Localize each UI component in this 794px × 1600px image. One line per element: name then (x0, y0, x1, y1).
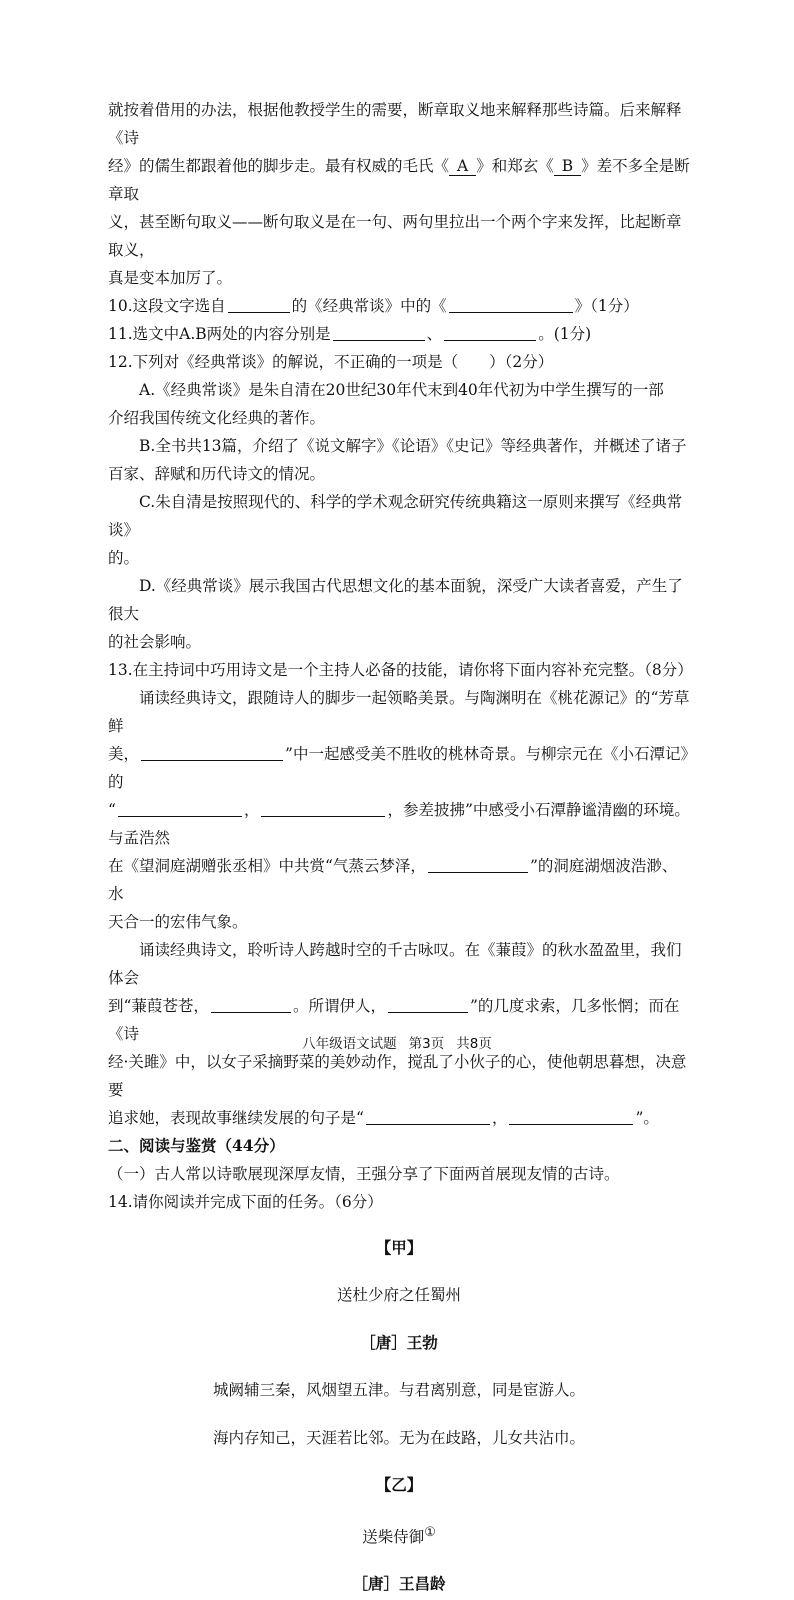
option-b: B.全书共13篇，介绍了《说文解字》《论语》《史记》等经典著作，并概述了诸子 (139, 437, 687, 455)
question-11: 11.选文中A.B两处的内容分别是 、 。(1分) (108, 325, 592, 343)
poem-b-author: ［唐］王昌龄 (352, 1575, 446, 1594)
intro-line-2: 经》的儒生都跟着他的脚步走。最有权威的毛氏《 A 》和郑玄《 B 》差不多全是断章取 (108, 157, 690, 203)
answer-blank[interactable] (261, 801, 385, 818)
question-13-stem: 13.在主持词中巧用诗文是一个主持人必备的技能，请你将下面内容补充完整。（8分） (108, 661, 693, 679)
question-12-stem: 12.下列对《经典常谈》的解说，不正确的一项是（ ）（2分） (108, 353, 554, 371)
part-heading: （一）古人常以诗歌展现深厚友情，王强分享了下面两首展现友情的古诗。 (108, 1165, 620, 1183)
answer-blank[interactable] (509, 1109, 633, 1126)
option-c: C.朱自清是按照现代的、科学的学术观念研究传统典籍这一原则来撰写《经典常谈》 (108, 493, 683, 539)
exam-title: 八年级语文试题 (302, 1036, 397, 1052)
answer-blank[interactable] (449, 297, 573, 314)
q13-para1-line5: 天合一的宏伟气象。 (108, 913, 248, 931)
question-10: 10.这段文字选自 的《经典常谈》中的《 》（1分） (108, 297, 639, 315)
q13-para1-line4: 在《望洞庭湖赠张丞相》中共赏“气蒸云梦泽， ”的洞庭湖烟波浩渺、水 (108, 857, 678, 903)
question-14: 14.请你阅读并完成下面的任务。（6分） (108, 1193, 383, 1211)
q13-para1-line3: “ ， ，参差披拂”中感受小石潭静谧清幽的环境。与孟浩然 (108, 801, 690, 847)
answer-blank[interactable] (388, 997, 468, 1014)
q13-para1-line1: 诵读经典诗文，跟随诗人的脚步一起领略美景。与陶渊明在《桃花源记》的“芳草鲜 (108, 689, 690, 735)
page-number: 第3页 (408, 1036, 445, 1052)
answer-blank[interactable] (333, 325, 425, 342)
answer-blank[interactable] (428, 857, 528, 874)
intro-line-3: 义，甚至断句取义——断句取义是在一句、两句里拉出一个两个字来发挥，比起断章取义， (108, 213, 682, 259)
q13-para2-line4: 追求她，表现故事继续发展的句子是“ ， ”。 (108, 1109, 659, 1127)
option-a-cont: 介绍我国传统文化经典的著作。 (108, 409, 326, 427)
page-footer (0, 1032, 794, 1052)
page-total: 共8页 (456, 1036, 492, 1052)
footnote-marker: ① (424, 1524, 436, 1540)
answer-blank[interactable] (141, 745, 283, 762)
poem-a-author: ［唐］王勃 (360, 1333, 438, 1352)
intro-line-4: 真是变本加厉了。 (108, 269, 233, 287)
q13-para2-line3: 经·关雎》中，以女子采摘野菜的美妙动作，搅乱了小伙子的心，使他朝思暮想，决意要 (108, 1053, 687, 1099)
option-d-cont: 的社会影响。 (108, 633, 202, 651)
poem-b-title: 送柴侍御① (362, 1524, 436, 1546)
poem-a-line-2: 海内存知己，天涯若比邻。无为在歧路，儿女共沾巾。 (212, 1428, 585, 1447)
poem-a-title: 送杜少府之任蜀州 (336, 1286, 461, 1304)
option-b-cont: 百家、辞赋和历代诗文的情况。 (108, 465, 326, 483)
blank-b: B (554, 157, 581, 176)
option-d: D.《经典常谈》展示我国古代思想文化的基本面貌，深受广大读者喜爱，产生了很大 (108, 577, 683, 623)
q13-para1-line2: 美， ”中一起感受美不胜收的桃林奇景。与柳宗元在《小石潭记》的 (108, 745, 689, 791)
section-heading: 二、阅读与鉴赏（44分） (108, 1136, 285, 1155)
poem-a-line-1: 城阙辅三秦，风烟望五津。与君离别意，同是宦游人。 (212, 1381, 585, 1399)
q13-para2-line2: 到“蒹葭苍苍， 。所谓伊人， ”的几度求索，几多怅惘；而在《诗 (108, 997, 680, 1043)
poem-a-head: 【甲】 (375, 1238, 423, 1257)
answer-blank[interactable] (444, 325, 536, 342)
option-c-cont: 的。 (108, 549, 140, 567)
poem-b-head: 【乙】 (375, 1476, 423, 1494)
option-a: A.《经典常谈》是朱自清在20世纪30年代末到40年代初为中学生撰写的一部 (139, 381, 664, 399)
answer-blank[interactable] (228, 297, 290, 314)
answer-blank[interactable] (211, 997, 291, 1014)
q13-para2-line1: 诵读经典诗文，聆听诗人跨越时空的千古咏叹。在《蒹葭》的秋水盈盈里，我们体会 (108, 941, 682, 987)
answer-blank[interactable] (118, 801, 242, 818)
blank-a: A (449, 157, 476, 176)
intro-line-1: 就按着借用的办法，根据他教授学生的需要，断章取义地来解释那些诗篇。后来解释《诗 (108, 101, 682, 147)
answer-blank[interactable] (366, 1109, 490, 1126)
